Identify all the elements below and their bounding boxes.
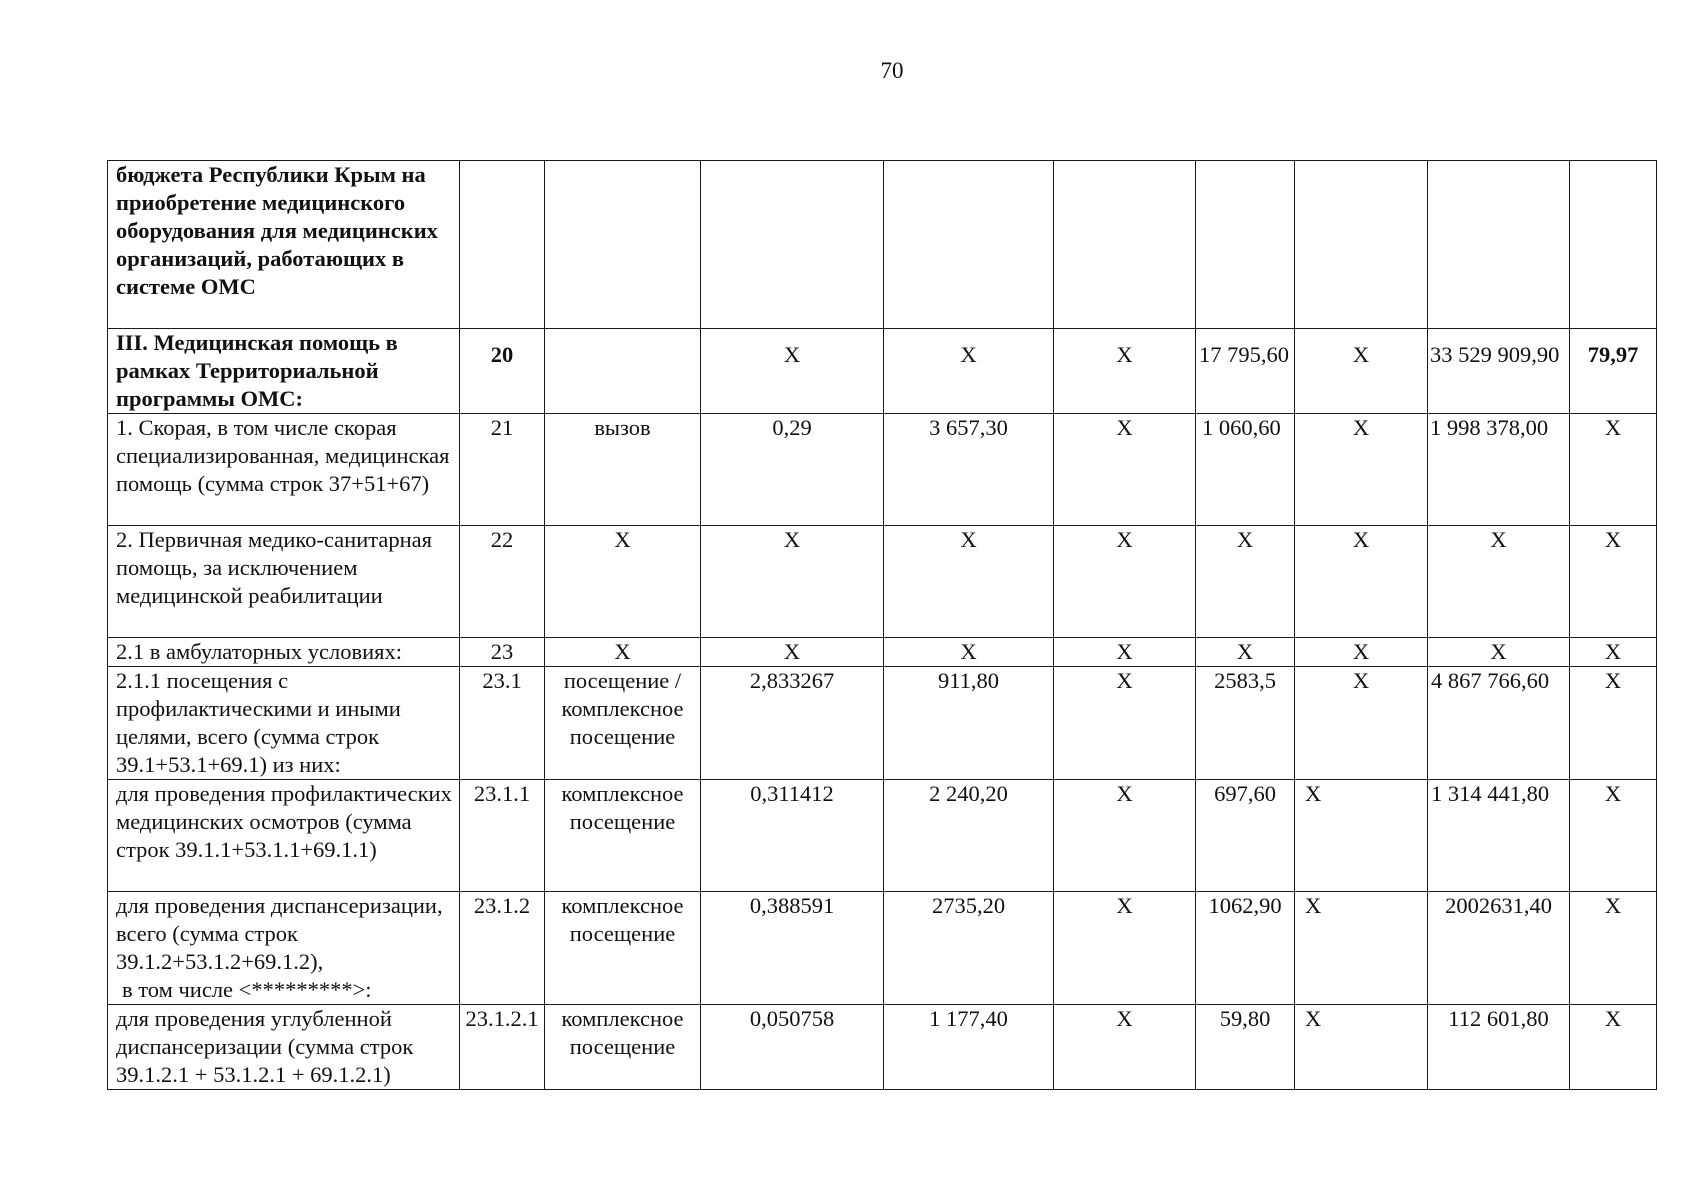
cell-total-budget: X	[1295, 414, 1428, 526]
cell-line-number: 20	[460, 329, 545, 414]
cell-line-number: 23.1.2	[460, 892, 545, 1005]
cell-per-capita-budget: X	[1054, 414, 1196, 526]
cell-cost-norm: 911,80	[884, 667, 1054, 780]
table-row	[108, 780, 1657, 892]
row-label	[108, 892, 460, 1005]
row-label-main: для проведения диспансеризации, всего (сумма строк 39.1.2+53.1.2+69.1.2),	[116, 893, 443, 974]
cell-percent: X	[1570, 780, 1657, 892]
cell-volume-norm: 0,388591	[701, 892, 884, 1005]
cell-line-number: 23.1	[460, 667, 545, 780]
cell-unit: X	[545, 638, 701, 667]
cell-unit: комплексное посещение	[545, 780, 701, 892]
cell-per-capita-budget: X	[1054, 1005, 1196, 1090]
table-row	[108, 638, 1657, 667]
cell-per-capita-oms: X	[1196, 526, 1295, 638]
cell-per-capita-oms: 2583,5	[1196, 667, 1295, 780]
cell-per-capita-oms: 1062,90	[1196, 892, 1295, 1005]
cell-total-oms: 1 998 378,00	[1428, 414, 1570, 526]
cell-total-oms: 2002631,40	[1428, 892, 1570, 1005]
cell-per-capita-oms: 697,60	[1196, 780, 1295, 892]
cell-per-capita-oms: X	[1196, 638, 1295, 667]
cell-percent: X	[1570, 638, 1657, 667]
cell-cost-norm: 1 177,40	[884, 1005, 1054, 1090]
cell-volume-norm: 2,833267	[701, 667, 884, 780]
cell-total-oms: 4 867 766,60	[1428, 667, 1570, 780]
cell-percent: X	[1570, 892, 1657, 1005]
table-row	[108, 892, 1657, 1005]
cell-percent: X	[1570, 414, 1657, 526]
cell-per-capita-budget	[1054, 161, 1196, 329]
cell-cost-norm: 3 657,30	[884, 414, 1054, 526]
cell-unit: вызов	[545, 414, 701, 526]
table-row	[108, 667, 1657, 780]
cell-per-capita-budget: X	[1054, 667, 1196, 780]
cell-total-budget: X	[1295, 329, 1428, 414]
financing-table	[107, 160, 1657, 1090]
cell-unit: комплексное посещение	[545, 892, 701, 1005]
cell-total-budget: X	[1295, 1005, 1428, 1090]
row-label: 2.1.1 посещения с профилактическими и иными целями, всего (сумма строк 39.1+53.1+69.1) из них:	[108, 667, 460, 780]
cell-per-capita-budget: X	[1054, 526, 1196, 638]
cell-cost-norm: 2 240,20	[884, 780, 1054, 892]
cell-unit: комплексное посещение	[545, 1005, 701, 1090]
cell-total-oms: X	[1428, 526, 1570, 638]
cell-line-number	[460, 161, 545, 329]
row-label: 1. Скорая, в том числе скорая специализированная, медицинская помощь (сумма строк 37+51+67)	[108, 414, 460, 526]
table-row	[108, 526, 1657, 638]
cell-per-capita-budget: X	[1054, 638, 1196, 667]
cell-per-capita-budget: X	[1054, 329, 1196, 414]
cell-total-budget: X	[1295, 526, 1428, 638]
cell-total-budget: X	[1295, 892, 1428, 1005]
cell-volume-norm: 0,050758	[701, 1005, 884, 1090]
cell-percent: X	[1570, 667, 1657, 780]
cell-unit	[545, 329, 701, 414]
cell-per-capita-oms	[1196, 161, 1295, 329]
cell-line-number: 22	[460, 526, 545, 638]
cell-volume-norm: 0,311412	[701, 780, 884, 892]
row-label: III. Медицинская помощь в рамках Территориальной программы ОМС:	[108, 329, 460, 414]
cell-line-number: 23	[460, 638, 545, 667]
cell-total-oms: 33 529 909,90	[1428, 329, 1570, 414]
cell-cost-norm: X	[884, 526, 1054, 638]
cell-volume-norm: 0,29	[701, 414, 884, 526]
cell-volume-norm: X	[701, 526, 884, 638]
row-label: 2. Первичная медико-санитарная помощь, за исключением медицинской реабилитации	[108, 526, 460, 638]
cell-total-oms: 1 314 441,80	[1428, 780, 1570, 892]
cell-line-number: 21	[460, 414, 545, 526]
table-row	[108, 1005, 1657, 1090]
row-label-extra: в том числе <*********>:	[122, 977, 372, 1002]
cell-total-oms: 112 601,80	[1428, 1005, 1570, 1090]
cell-total-budget: X	[1295, 667, 1428, 780]
cell-volume-norm: X	[701, 638, 884, 667]
cell-percent: 79,97	[1570, 329, 1657, 414]
cell-cost-norm: X	[884, 638, 1054, 667]
cell-total-oms	[1428, 161, 1570, 329]
cell-total-oms: X	[1428, 638, 1570, 667]
row-label: для проведения профилактических медицинских осмотров (сумма строк 39.1.1+53.1.1+69.1.1)	[108, 780, 460, 892]
cell-cost-norm	[884, 161, 1054, 329]
row-label: 2.1 в амбулаторных условиях:	[108, 638, 460, 667]
cell-line-number: 23.1.2.1	[460, 1005, 545, 1090]
table-row	[108, 329, 1657, 414]
cell-per-capita-oms: 17 795,60	[1196, 329, 1295, 414]
cell-line-number: 23.1.1	[460, 780, 545, 892]
row-label: для проведения углубленной диспансеризации (сумма строк 39.1.2.1 + 53.1.2.1 + 69.1.2.1)	[108, 1005, 460, 1090]
cell-percent	[1570, 161, 1657, 329]
table-row	[108, 414, 1657, 526]
cell-percent: X	[1570, 1005, 1657, 1090]
cell-unit	[545, 161, 701, 329]
cell-per-capita-oms: 59,80	[1196, 1005, 1295, 1090]
row-label: бюджета Республики Крым на приобретение медицинского оборудования для медицинских организаций, работающих в системе ОМС	[108, 161, 460, 329]
cell-per-capita-oms: 1 060,60	[1196, 414, 1295, 526]
page-number: 70	[880, 58, 904, 83]
cell-total-budget: X	[1295, 780, 1428, 892]
cell-cost-norm: X	[884, 329, 1054, 414]
cell-total-budget	[1295, 161, 1428, 329]
cell-volume-norm: X	[701, 329, 884, 414]
cell-cost-norm: 2735,20	[884, 892, 1054, 1005]
cell-percent: X	[1570, 526, 1657, 638]
table-row	[108, 161, 1657, 329]
cell-unit: посещение / комплексное посещение	[545, 667, 701, 780]
cell-unit: X	[545, 526, 701, 638]
cell-per-capita-budget: X	[1054, 892, 1196, 1005]
cell-per-capita-budget: X	[1054, 780, 1196, 892]
cell-volume-norm	[701, 161, 884, 329]
cell-total-budget: X	[1295, 638, 1428, 667]
